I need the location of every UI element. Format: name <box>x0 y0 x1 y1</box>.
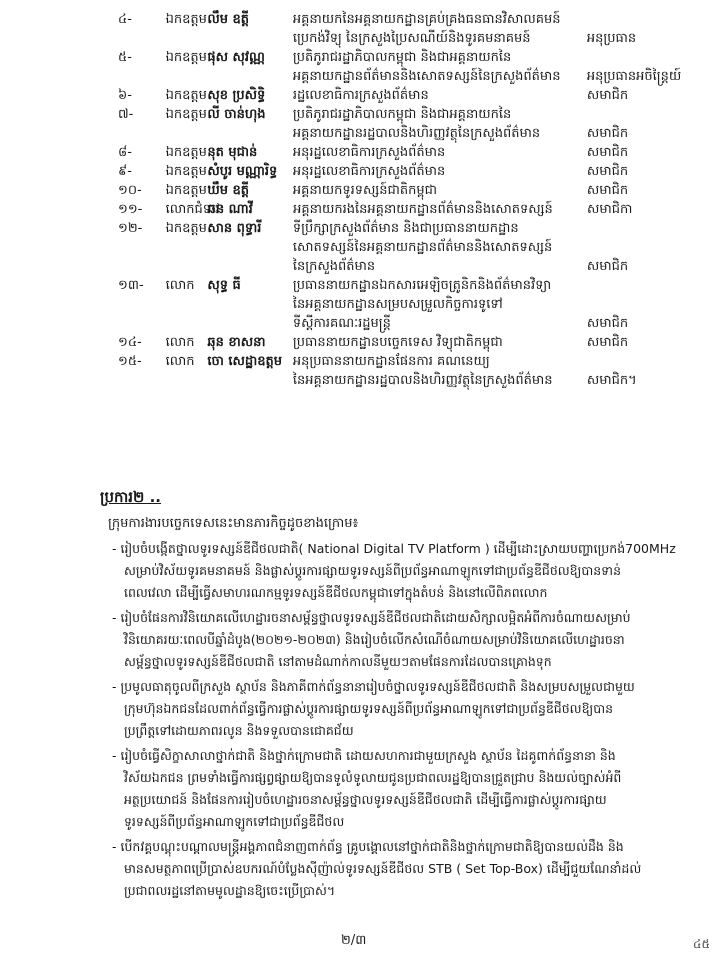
members-list <box>118 10 714 390</box>
member-row <box>118 162 714 181</box>
member-role: សមាជិក <box>586 316 629 331</box>
member-number: ៥- <box>118 50 132 65</box>
member-role: សមាជិក <box>586 183 629 198</box>
member-position <box>289 333 583 352</box>
duty-line: សម្រាប់វិស័យទូរគមនាគមន៍ និងផ្លាស់ប្ដូរការផ្សាយទូរទស្សន៍ពីប្រព័ន្ធអាណាឡូកទៅជាប្រព័ន្ធឌីជីថលឱ្យបានទាន់ <box>124 563 622 578</box>
member-position-line: អគ្គនាយកដ្ឋានព័ត៌មាននិងសោតទស្សន៍នៃក្រសួងព័ត៌មាន <box>292 69 561 84</box>
member-role: សមាជិក <box>586 145 629 160</box>
member-position-line: ប្រធាននាយកដ្ឋានបច្ចេកទេស វិទ្យុជាតិកម្ពុជា <box>292 335 503 350</box>
duty-line: - បើកវគ្គបណ្ដុះបណ្ដាលមន្ត្រីអង្គភាពជំនាញពាក់ព័ន្ធ គ្រូបង្គោលនៅថ្នាក់ជាតិនិងថ្នាក់ក្រោមជាតិឱ្យបានយល់ដឹង និង <box>112 836 702 858</box>
member-name: សុទ្ធ ធី <box>207 278 241 293</box>
member-row <box>118 276 714 333</box>
duty-item <box>112 836 702 902</box>
member-number: ១៤- <box>118 335 142 350</box>
member-position <box>289 86 583 105</box>
member-role: សមាជិក។ <box>586 373 637 388</box>
member-name: លី ចាន់ហុង <box>207 107 266 122</box>
member-position-line: ប្រតិភូរាជរដ្ឋាភិបាលកម្ពុជា និងជាអគ្គនាយកនៃ <box>292 107 512 122</box>
member-position <box>289 181 583 200</box>
member-position <box>289 200 583 219</box>
member-title: លោកជំទាវ <box>165 202 220 217</box>
member-role: សមាជិក <box>586 88 629 103</box>
member-row <box>118 10 714 48</box>
member-name: នុត មុជាន់ <box>207 145 258 160</box>
member-position-line: ប្រេកង់វិទ្យុ នៃក្រសួងប្រៃសណីយ៍និងទូរគមនាគមន៍ <box>292 31 531 46</box>
member-number: ១៥- <box>118 354 142 369</box>
page-number: ២/៣ <box>341 933 367 948</box>
member-position-line: ប្រតិភូរាជរដ្ឋាភិបាលកម្ពុជា និងជាអគ្គនាយកនៃ <box>292 50 512 65</box>
member-role: អនុប្រធានអចិន្ត្រៃយ៍ <box>586 69 682 84</box>
member-position-line: នៃក្រសួងព័ត៌មាន <box>292 259 376 274</box>
duty-line: ក្រុមហ៊ុនឯកជនដែលពាក់ព័ន្ធធ្វើការផ្លាស់ប្ដូរការផ្សាយទូរទស្សន៍ពីប្រព័ន្ធអាណាឡូកទៅជាប្រព័ន្ធឌីជីថលឱ្យបាន <box>124 701 614 716</box>
member-name: សំបូរ មណ្ណារិទ្ធ <box>207 164 278 179</box>
member-position-line: នៃអគ្គនាយកដ្ឋានសម្របសម្រួលកិច្ចការទូទៅ <box>292 297 503 312</box>
member-title: ឯកឧត្តម <box>165 164 207 179</box>
member-name: ឆុន ខាសនា <box>207 335 266 350</box>
member-number: ១១- <box>118 202 143 217</box>
duty-line: - រៀបចំបង្កើតថ្នាលទូរទស្សន៍ឌីជីថលជាតិ( National Digital TV Platform ) ដើម្បីដោះស្រាយបញ្ហាប្រេកង់700MHz <box>112 538 702 560</box>
member-title: ឯកឧត្តម <box>165 50 207 65</box>
duty-line: វិស័យឯកជន ព្រមទាំងធ្វើការផ្សព្វផ្សាយឱ្យបានទូលំទូលាយជូនប្រជាពលរដ្ឋឱ្យបានជ្រួតជ្រាប និងយល់ច្បាស់អំពី <box>124 770 622 785</box>
member-name: សុខ ប្រសិទ្ធិ <box>207 88 266 103</box>
duty-line: ប្រជាពលរដ្ឋនៅតាមមូលដ្ឋានឱ្យចេះប្រើប្រាស់។ <box>124 883 336 898</box>
duty-line: អត្ថប្រយោជន៍ និងផែនការរៀបចំហេដ្ឋារចនាសម្ព័ន្ធថ្នាលទូរទស្សន៍ឌីជីថលជាតិ ដើម្បីធ្វើការផ្លាស់ប្ដូរការផ្សាយ <box>124 792 607 807</box>
corner-mark: ៤៥ <box>693 937 710 951</box>
duty-item <box>112 745 702 833</box>
member-position <box>289 105 583 143</box>
member-role: សមាជិក <box>586 164 629 179</box>
member-row <box>118 352 714 390</box>
member-row <box>118 333 714 352</box>
duty-line: ពេលវេលា ដើម្បីធ្វើសមាហរណកម្មទូរទស្សន៍ឌីជីថលកម្ពុជាទៅក្នុងតំបន់ និងនៅលើពិភពលោក <box>124 585 548 600</box>
member-name: ឃឹម ឧត្តី <box>207 183 250 198</box>
member-position-line: អនុរដ្ឋលេខាធិការក្រសួងព័ត៌មាន <box>292 164 446 179</box>
intro-text: ក្រុមការងារបច្ចេកទេសនេះមានភារកិច្ចដូចខាងក្រោម៖ <box>108 516 359 531</box>
member-number: ៨- <box>118 145 132 160</box>
member-position-line: ទីប្រឹក្សាក្រសួងព័ត៌មាន និងជាប្រធាននាយកដ្ឋាន <box>292 221 519 236</box>
duty-item <box>112 607 702 673</box>
member-number: ១២- <box>118 221 143 236</box>
member-number: ៤- <box>118 12 132 27</box>
duty-line: សម្ព័ន្ធថ្នាលទូរទស្សន៍ឌីជីថលជាតិ នៅតាមដំណាក់កាលនីមួយៗតាមផែនការដែលបានគ្រោងទុក <box>124 654 552 669</box>
duty-line: - រៀបចំផែនការវិនិយោគលើហេដ្ឋារចនាសម្ព័ន្ធថ្នាលទូរទស្សន៍ឌីជីថលជាតិដោយសិក្សាលម្អិតអំពីការចំណាយសម្រាប់ <box>112 607 702 629</box>
member-row <box>118 181 714 200</box>
duty-item <box>112 538 702 604</box>
member-position-line: រដ្ឋលេខាធិការក្រសួងព័ត៌មាន <box>292 88 429 103</box>
member-role: សមាជិក <box>586 126 629 141</box>
duty-line: - រៀបចំធ្វើសិក្ខាសាលាថ្នាក់ជាតិ និងថ្នាក់ក្រោមជាតិ ដោយសហការជាមួយក្រសួង ស្ថាប័ន ដៃគូពាក់ព័ន្ធនានា និង <box>112 745 702 767</box>
member-name: លឹម ឧត្តី <box>207 12 250 27</box>
duty-line: មានសមត្ថភាពប្រើប្រាស់ឧបករណ៍បំប្លែងស៊ីញ៉ាល់ទូរទស្សន៍ឌីជីថល STB ( Set Top-Box) ដើម្បីជួយណែនាំដល់ <box>124 861 642 876</box>
member-name: ផុស សុវណ្ណ <box>207 50 265 65</box>
member-position-line: នៃអគ្គនាយកដ្ឋានរដ្ឋបាលនិងហិរញ្ញវត្ថុនៃក្រសួងព័ត៌មាន <box>292 373 553 388</box>
member-title: លោក <box>165 278 195 293</box>
member-row <box>118 86 714 105</box>
member-position <box>289 162 583 181</box>
member-name: ចោ សេដ្ឋាឧត្តម <box>207 354 283 369</box>
member-position-line: អនុប្រធាននាយកដ្ឋានផែនការ គណនេយ្យ <box>292 354 490 369</box>
member-position-line: សោតទស្សន៍នៃអគ្គនាយកដ្ឋានព័ត៌មាននិងសោតទស្សន៍ <box>292 240 553 255</box>
member-title: ឯកឧត្តម <box>165 12 207 27</box>
duties-list <box>112 538 702 905</box>
member-position <box>289 276 583 333</box>
member-title: ឯកឧត្តម <box>165 145 207 160</box>
member-row <box>118 219 714 276</box>
member-position <box>289 143 583 162</box>
duty-line: - ប្រមូលធាតុចូលពីក្រសួង ស្ថាប័ន និងភាគីពាក់ព័ន្ធនានារៀបចំថ្នាលទូរទស្សន៍ឌីជីថលជាតិ និងសម្របសម្រួលជាមួយ <box>112 676 702 698</box>
member-position-line: អគ្គនាយកនៃអគ្គនាយកដ្ឋានគ្រប់គ្រងធនធានវិសាលគមន៍ <box>292 12 561 27</box>
duty-line: វិនិយោគរយៈពេលបីឆ្នាំដំបូង(២០២១-២០២៣) និងរៀបចំលើកសំណើចំណាយសម្រាប់វិនិយោគលើហេដ្ឋារចនា <box>124 632 625 647</box>
article-heading: ប្រការ២ .. <box>100 488 162 506</box>
member-row <box>118 200 714 219</box>
member-position-line: ប្រធាននាយកដ្ឋានឯកសារអេឡិចត្រូនិកនិងព័ត៌មានវិទ្យា <box>292 278 552 293</box>
member-number: ១០- <box>118 183 142 198</box>
member-position-line: ទីស្តីការគណៈរដ្ឋមន្ត្រី <box>292 316 391 331</box>
member-row <box>118 105 714 143</box>
member-position-line: អនុរដ្ឋលេខាធិការក្រសួងព័ត៌មាន <box>292 145 446 160</box>
member-position-line: អគ្គនាយកដ្ឋានរដ្ឋបាលនិងហិរញ្ញវត្ថុនៃក្រសួងព័ត៌មាន <box>292 126 541 141</box>
member-number: ៦- <box>118 88 132 103</box>
member-number: ១៣- <box>118 278 144 293</box>
member-name: សាន ពុទ្ធារី <box>207 221 262 236</box>
member-position <box>289 10 583 48</box>
member-role: សមាជិក <box>586 259 629 274</box>
member-title: ឯកឧត្តម <box>165 88 207 103</box>
member-role: អនុប្រធាន <box>586 31 637 46</box>
member-title: លោក <box>165 354 195 369</box>
member-position <box>289 219 583 276</box>
member-number: ៩- <box>118 164 132 179</box>
member-number: ៧- <box>118 107 134 122</box>
member-title: ឯកឧត្តម <box>165 183 207 198</box>
member-position <box>289 352 583 390</box>
member-row <box>118 143 714 162</box>
member-role: សមាជិក <box>586 335 629 350</box>
duty-line: ទូរទស្សន៍ពីប្រព័ន្ធអាណាឡូកទៅជាប្រព័ន្ធឌីជីថល <box>124 814 345 829</box>
member-position-line: អគ្គនាយករងនៃអគ្គនាយកដ្ឋានព័ត៌មាននិងសោតទស្សន៍ <box>293 202 553 217</box>
member-row <box>118 48 714 86</box>
member-title: ឯកឧត្តម <box>165 221 207 236</box>
member-role: សមាជិកា <box>586 202 633 217</box>
member-position <box>289 48 583 86</box>
member-position-line: អគ្គនាយកទូរទស្សន៍ជាតិកម្ពុជា <box>292 183 437 198</box>
member-title: លោក <box>165 335 195 350</box>
member-title: ឯកឧត្តម <box>165 107 207 122</box>
duty-line: ប្រព្រឹត្តទៅដោយភាពរលូន និងទទួលបានជោគជ័យ <box>124 723 354 738</box>
duty-item <box>112 676 702 742</box>
member-name: ឆន ណាវី <box>207 202 253 217</box>
